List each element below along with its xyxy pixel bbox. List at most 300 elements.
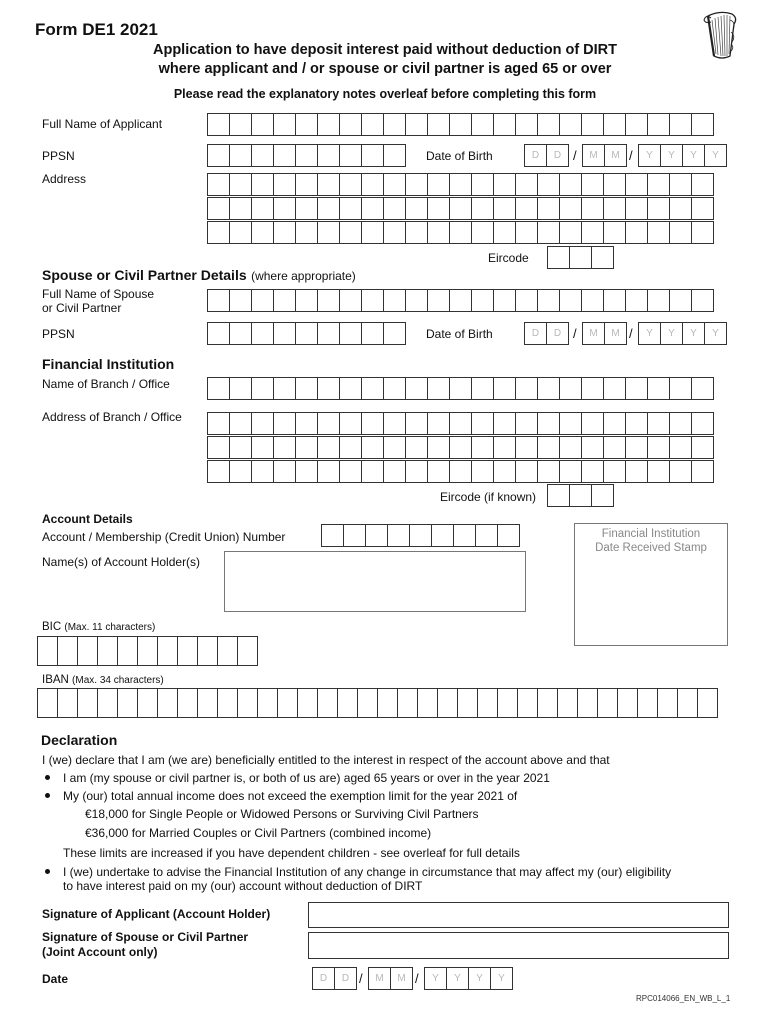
char-cell[interactable]: [197, 688, 218, 718]
char-cell[interactable]: [273, 144, 296, 167]
char-cell[interactable]: [339, 460, 362, 483]
date-cell[interactable]: Y: [638, 322, 661, 345]
applicant-signature-input[interactable]: [308, 902, 729, 928]
char-cell[interactable]: [669, 436, 692, 459]
char-cell[interactable]: [569, 246, 592, 269]
date-cell[interactable]: Y: [704, 144, 727, 167]
char-cell[interactable]: [517, 688, 538, 718]
char-cell[interactable]: [515, 113, 538, 136]
char-cell[interactable]: [471, 173, 494, 196]
char-cell[interactable]: [273, 289, 296, 312]
char-cell[interactable]: [177, 636, 198, 666]
char-cell[interactable]: [427, 197, 450, 220]
char-cell[interactable]: [339, 144, 362, 167]
char-cell[interactable]: [229, 289, 252, 312]
char-cell[interactable]: [431, 524, 454, 547]
char-cell[interactable]: [493, 412, 516, 435]
char-cell[interactable]: [251, 144, 274, 167]
char-cell[interactable]: [137, 688, 158, 718]
char-cell[interactable]: [273, 412, 296, 435]
char-cell[interactable]: [273, 436, 296, 459]
applicant-ppsn-input[interactable]: [207, 144, 406, 167]
char-cell[interactable]: [137, 636, 158, 666]
char-cell[interactable]: [229, 377, 252, 400]
date-cell[interactable]: M: [604, 144, 627, 167]
char-cell[interactable]: [97, 688, 118, 718]
char-cell[interactable]: [361, 197, 384, 220]
account-number-input[interactable]: [321, 524, 520, 547]
char-cell[interactable]: [603, 197, 626, 220]
char-cell[interactable]: [361, 144, 384, 167]
char-cell[interactable]: [427, 221, 450, 244]
date-cell[interactable]: Y: [446, 967, 469, 990]
char-cell[interactable]: [273, 197, 296, 220]
char-cell[interactable]: [581, 221, 604, 244]
char-cell[interactable]: [625, 412, 648, 435]
char-cell[interactable]: [317, 289, 340, 312]
char-cell[interactable]: [603, 436, 626, 459]
char-cell[interactable]: [77, 688, 98, 718]
date-cell[interactable]: Y: [424, 967, 447, 990]
date-cell[interactable]: D: [524, 322, 547, 345]
char-cell[interactable]: [343, 524, 366, 547]
char-cell[interactable]: [251, 460, 274, 483]
char-cell[interactable]: [273, 221, 296, 244]
char-cell[interactable]: [537, 197, 560, 220]
char-cell[interactable]: [427, 289, 450, 312]
char-cell[interactable]: [339, 322, 362, 345]
char-cell[interactable]: [515, 173, 538, 196]
char-cell[interactable]: [637, 688, 658, 718]
account-holders-input[interactable]: [224, 551, 526, 612]
char-cell[interactable]: [603, 377, 626, 400]
char-cell[interactable]: [449, 460, 472, 483]
char-cell[interactable]: [603, 113, 626, 136]
char-cell[interactable]: [591, 484, 614, 507]
char-cell[interactable]: [321, 524, 344, 547]
char-cell[interactable]: [317, 377, 340, 400]
char-cell[interactable]: [669, 173, 692, 196]
char-cell[interactable]: [669, 221, 692, 244]
char-cell[interactable]: [405, 436, 428, 459]
char-cell[interactable]: [405, 460, 428, 483]
char-cell[interactable]: [559, 412, 582, 435]
char-cell[interactable]: [669, 412, 692, 435]
char-cell[interactable]: [493, 197, 516, 220]
applicant-dob-day[interactable]: [524, 144, 569, 167]
char-cell[interactable]: [207, 436, 230, 459]
char-cell[interactable]: [497, 524, 520, 547]
char-cell[interactable]: [365, 524, 388, 547]
char-cell[interactable]: [427, 173, 450, 196]
char-cell[interactable]: [273, 113, 296, 136]
char-cell[interactable]: [669, 113, 692, 136]
char-cell[interactable]: [317, 144, 340, 167]
char-cell[interactable]: [339, 436, 362, 459]
char-cell[interactable]: [477, 688, 498, 718]
date-cell[interactable]: M: [582, 322, 605, 345]
date-cell[interactable]: D: [546, 144, 569, 167]
char-cell[interactable]: [691, 197, 714, 220]
spouse-dob-year[interactable]: [638, 322, 727, 345]
applicant-eircode-input[interactable]: [547, 246, 614, 269]
spouse-ppsn-input[interactable]: [207, 322, 406, 345]
char-cell[interactable]: [617, 688, 638, 718]
char-cell[interactable]: [449, 197, 472, 220]
char-cell[interactable]: [625, 173, 648, 196]
char-cell[interactable]: [515, 377, 538, 400]
char-cell[interactable]: [453, 524, 476, 547]
char-cell[interactable]: [537, 412, 560, 435]
char-cell[interactable]: [471, 113, 494, 136]
char-cell[interactable]: [691, 436, 714, 459]
char-cell[interactable]: [657, 688, 678, 718]
char-cell[interactable]: [559, 113, 582, 136]
char-cell[interactable]: [625, 460, 648, 483]
char-cell[interactable]: [383, 221, 406, 244]
spouse-name-input[interactable]: [207, 289, 714, 312]
char-cell[interactable]: [493, 436, 516, 459]
char-cell[interactable]: [257, 688, 278, 718]
char-cell[interactable]: [383, 412, 406, 435]
char-cell[interactable]: [207, 412, 230, 435]
char-cell[interactable]: [207, 460, 230, 483]
char-cell[interactable]: [515, 197, 538, 220]
char-cell[interactable]: [677, 688, 698, 718]
char-cell[interactable]: [559, 221, 582, 244]
char-cell[interactable]: [229, 322, 252, 345]
char-cell[interactable]: [295, 173, 318, 196]
char-cell[interactable]: [207, 221, 230, 244]
char-cell[interactable]: [427, 412, 450, 435]
char-cell[interactable]: [207, 197, 230, 220]
char-cell[interactable]: [295, 377, 318, 400]
char-cell[interactable]: [295, 289, 318, 312]
char-cell[interactable]: [77, 636, 98, 666]
char-cell[interactable]: [581, 436, 604, 459]
char-cell[interactable]: [515, 221, 538, 244]
char-cell[interactable]: [669, 460, 692, 483]
char-cell[interactable]: [537, 436, 560, 459]
char-cell[interactable]: [251, 377, 274, 400]
date-cell[interactable]: Y: [682, 322, 705, 345]
char-cell[interactable]: [449, 377, 472, 400]
iban-input[interactable]: [37, 688, 718, 718]
char-cell[interactable]: [157, 636, 178, 666]
char-cell[interactable]: [317, 688, 338, 718]
char-cell[interactable]: [603, 412, 626, 435]
char-cell[interactable]: [475, 524, 498, 547]
char-cell[interactable]: [237, 636, 258, 666]
char-cell[interactable]: [317, 436, 340, 459]
char-cell[interactable]: [337, 688, 358, 718]
char-cell[interactable]: [217, 688, 238, 718]
char-cell[interactable]: [251, 113, 274, 136]
char-cell[interactable]: [383, 460, 406, 483]
char-cell[interactable]: [597, 688, 618, 718]
char-cell[interactable]: [515, 412, 538, 435]
applicant-dob-month[interactable]: [582, 144, 627, 167]
char-cell[interactable]: [449, 412, 472, 435]
char-cell[interactable]: [97, 636, 118, 666]
date-cell[interactable]: M: [604, 322, 627, 345]
char-cell[interactable]: [37, 636, 58, 666]
date-cell[interactable]: D: [546, 322, 569, 345]
char-cell[interactable]: [691, 221, 714, 244]
char-cell[interactable]: [647, 412, 670, 435]
char-cell[interactable]: [559, 197, 582, 220]
char-cell[interactable]: [669, 377, 692, 400]
date-cell[interactable]: M: [368, 967, 391, 990]
char-cell[interactable]: [383, 436, 406, 459]
char-cell[interactable]: [317, 412, 340, 435]
char-cell[interactable]: [559, 436, 582, 459]
char-cell[interactable]: [57, 636, 78, 666]
char-cell[interactable]: [581, 460, 604, 483]
char-cell[interactable]: [207, 289, 230, 312]
char-cell[interactable]: [207, 144, 230, 167]
branch-name-input[interactable]: [207, 377, 714, 400]
char-cell[interactable]: [603, 460, 626, 483]
char-cell[interactable]: [229, 460, 252, 483]
char-cell[interactable]: [251, 197, 274, 220]
char-cell[interactable]: [177, 688, 198, 718]
char-cell[interactable]: [577, 688, 598, 718]
char-cell[interactable]: [569, 484, 592, 507]
char-cell[interactable]: [339, 197, 362, 220]
applicant-address-line2[interactable]: [207, 197, 714, 220]
applicant-address-line1[interactable]: [207, 173, 714, 196]
spouse-dob-day[interactable]: [524, 322, 569, 345]
char-cell[interactable]: [647, 460, 670, 483]
char-cell[interactable]: [471, 460, 494, 483]
branch-address-line3[interactable]: [207, 460, 714, 483]
char-cell[interactable]: [405, 113, 428, 136]
char-cell[interactable]: [229, 221, 252, 244]
bic-input[interactable]: [37, 636, 258, 666]
char-cell[interactable]: [361, 412, 384, 435]
char-cell[interactable]: [537, 377, 560, 400]
char-cell[interactable]: [625, 113, 648, 136]
char-cell[interactable]: [383, 173, 406, 196]
char-cell[interactable]: [581, 377, 604, 400]
char-cell[interactable]: [295, 436, 318, 459]
char-cell[interactable]: [237, 688, 258, 718]
char-cell[interactable]: [493, 113, 516, 136]
char-cell[interactable]: [229, 412, 252, 435]
char-cell[interactable]: [361, 377, 384, 400]
char-cell[interactable]: [603, 221, 626, 244]
char-cell[interactable]: [515, 289, 538, 312]
char-cell[interactable]: [251, 173, 274, 196]
char-cell[interactable]: [493, 377, 516, 400]
char-cell[interactable]: [207, 377, 230, 400]
char-cell[interactable]: [537, 113, 560, 136]
char-cell[interactable]: [691, 173, 714, 196]
char-cell[interactable]: [427, 460, 450, 483]
char-cell[interactable]: [449, 173, 472, 196]
char-cell[interactable]: [229, 113, 252, 136]
char-cell[interactable]: [547, 246, 570, 269]
char-cell[interactable]: [217, 636, 238, 666]
char-cell[interactable]: [317, 460, 340, 483]
char-cell[interactable]: [361, 113, 384, 136]
signature-date-day[interactable]: [312, 967, 357, 990]
char-cell[interactable]: [427, 436, 450, 459]
char-cell[interactable]: [317, 322, 340, 345]
char-cell[interactable]: [273, 460, 296, 483]
branch-address-line2[interactable]: [207, 436, 714, 459]
char-cell[interactable]: [361, 289, 384, 312]
char-cell[interactable]: [361, 173, 384, 196]
char-cell[interactable]: [295, 322, 318, 345]
char-cell[interactable]: [207, 113, 230, 136]
char-cell[interactable]: [339, 377, 362, 400]
char-cell[interactable]: [559, 460, 582, 483]
char-cell[interactable]: [397, 688, 418, 718]
char-cell[interactable]: [647, 197, 670, 220]
char-cell[interactable]: [383, 197, 406, 220]
char-cell[interactable]: [437, 688, 458, 718]
spouse-signature-input[interactable]: [308, 932, 729, 959]
char-cell[interactable]: [387, 524, 410, 547]
char-cell[interactable]: [251, 289, 274, 312]
char-cell[interactable]: [357, 688, 378, 718]
char-cell[interactable]: [471, 197, 494, 220]
char-cell[interactable]: [317, 173, 340, 196]
char-cell[interactable]: [251, 412, 274, 435]
char-cell[interactable]: [427, 113, 450, 136]
char-cell[interactable]: [427, 377, 450, 400]
char-cell[interactable]: [57, 688, 78, 718]
char-cell[interactable]: [691, 113, 714, 136]
applicant-address-line3[interactable]: [207, 221, 714, 244]
char-cell[interactable]: [157, 688, 178, 718]
char-cell[interactable]: [339, 221, 362, 244]
char-cell[interactable]: [251, 436, 274, 459]
char-cell[interactable]: [537, 221, 560, 244]
date-cell[interactable]: M: [582, 144, 605, 167]
date-cell[interactable]: Y: [660, 144, 683, 167]
char-cell[interactable]: [383, 322, 406, 345]
char-cell[interactable]: [493, 221, 516, 244]
date-cell[interactable]: Y: [660, 322, 683, 345]
char-cell[interactable]: [537, 688, 558, 718]
char-cell[interactable]: [581, 113, 604, 136]
char-cell[interactable]: [547, 484, 570, 507]
char-cell[interactable]: [405, 412, 428, 435]
date-cell[interactable]: Y: [490, 967, 513, 990]
char-cell[interactable]: [383, 289, 406, 312]
char-cell[interactable]: [449, 221, 472, 244]
char-cell[interactable]: [251, 221, 274, 244]
char-cell[interactable]: [625, 197, 648, 220]
char-cell[interactable]: [471, 289, 494, 312]
char-cell[interactable]: [229, 197, 252, 220]
date-cell[interactable]: Y: [704, 322, 727, 345]
char-cell[interactable]: [493, 289, 516, 312]
signature-date-year[interactable]: [424, 967, 513, 990]
char-cell[interactable]: [295, 113, 318, 136]
char-cell[interactable]: [493, 460, 516, 483]
char-cell[interactable]: [297, 688, 318, 718]
char-cell[interactable]: [383, 144, 406, 167]
char-cell[interactable]: [251, 322, 274, 345]
char-cell[interactable]: [515, 436, 538, 459]
char-cell[interactable]: [417, 688, 438, 718]
char-cell[interactable]: [471, 412, 494, 435]
char-cell[interactable]: [37, 688, 58, 718]
date-cell[interactable]: M: [390, 967, 413, 990]
char-cell[interactable]: [295, 460, 318, 483]
char-cell[interactable]: [295, 144, 318, 167]
char-cell[interactable]: [339, 289, 362, 312]
char-cell[interactable]: [361, 460, 384, 483]
date-cell[interactable]: Y: [638, 144, 661, 167]
char-cell[interactable]: [581, 173, 604, 196]
char-cell[interactable]: [295, 221, 318, 244]
char-cell[interactable]: [625, 221, 648, 244]
char-cell[interactable]: [515, 460, 538, 483]
char-cell[interactable]: [339, 173, 362, 196]
char-cell[interactable]: [647, 221, 670, 244]
char-cell[interactable]: [625, 436, 648, 459]
char-cell[interactable]: [449, 436, 472, 459]
char-cell[interactable]: [669, 289, 692, 312]
char-cell[interactable]: [277, 688, 298, 718]
char-cell[interactable]: [603, 289, 626, 312]
char-cell[interactable]: [117, 688, 138, 718]
char-cell[interactable]: [581, 412, 604, 435]
char-cell[interactable]: [697, 688, 718, 718]
char-cell[interactable]: [117, 636, 138, 666]
char-cell[interactable]: [581, 197, 604, 220]
char-cell[interactable]: [537, 173, 560, 196]
char-cell[interactable]: [557, 688, 578, 718]
char-cell[interactable]: [405, 377, 428, 400]
char-cell[interactable]: [691, 377, 714, 400]
date-cell[interactable]: D: [312, 967, 335, 990]
char-cell[interactable]: [625, 289, 648, 312]
char-cell[interactable]: [317, 221, 340, 244]
char-cell[interactable]: [295, 412, 318, 435]
char-cell[interactable]: [361, 322, 384, 345]
char-cell[interactable]: [339, 412, 362, 435]
char-cell[interactable]: [691, 412, 714, 435]
signature-date-month[interactable]: [368, 967, 413, 990]
char-cell[interactable]: [273, 173, 296, 196]
date-cell[interactable]: Y: [468, 967, 491, 990]
date-cell[interactable]: D: [334, 967, 357, 990]
spouse-dob-month[interactable]: [582, 322, 627, 345]
char-cell[interactable]: [559, 173, 582, 196]
char-cell[interactable]: [229, 436, 252, 459]
char-cell[interactable]: [207, 322, 230, 345]
char-cell[interactable]: [559, 289, 582, 312]
branch-address-line1[interactable]: [207, 412, 714, 435]
char-cell[interactable]: [647, 113, 670, 136]
char-cell[interactable]: [591, 246, 614, 269]
char-cell[interactable]: [537, 460, 560, 483]
char-cell[interactable]: [471, 436, 494, 459]
char-cell[interactable]: [273, 377, 296, 400]
char-cell[interactable]: [559, 377, 582, 400]
char-cell[interactable]: [409, 524, 432, 547]
char-cell[interactable]: [669, 197, 692, 220]
char-cell[interactable]: [405, 221, 428, 244]
char-cell[interactable]: [383, 113, 406, 136]
char-cell[interactable]: [691, 460, 714, 483]
